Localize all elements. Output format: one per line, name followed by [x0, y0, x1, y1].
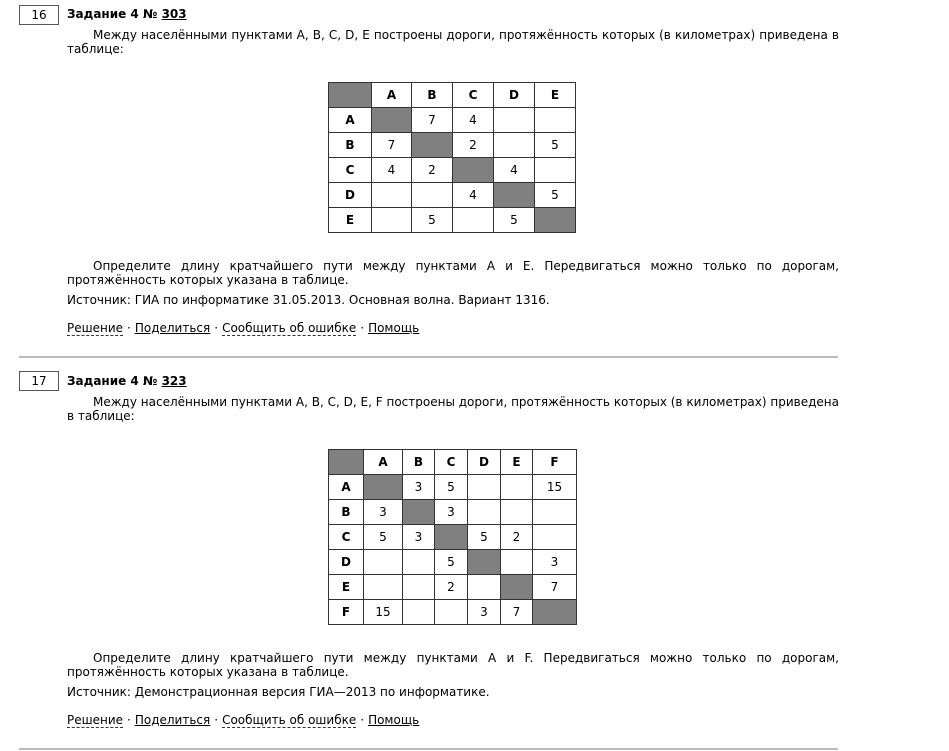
row-header: E — [329, 575, 364, 600]
task-intro: Между населёнными пунктами A, B, C, D, E построены дороги, протяжённость которых (в километрах) приведена в таблице: — [67, 28, 839, 56]
diagonal-cell — [435, 525, 468, 550]
share-link[interactable]: Поделиться — [134, 713, 211, 727]
col-header: C — [453, 83, 494, 108]
corner-cell — [329, 450, 364, 475]
table-cell — [533, 525, 577, 550]
task-question: Определите длину кратчайшего пути между пунктами A и E. Передвигаться можно только по дорогам, протяжённость которых указана в таблице. — [67, 259, 839, 287]
col-header: E — [501, 450, 533, 475]
col-header: F — [533, 450, 577, 475]
problem-number: 17 — [19, 371, 59, 391]
table-cell: 7 — [412, 108, 453, 133]
link-separator: · — [127, 321, 131, 335]
table-cell — [535, 108, 576, 133]
problem-divider — [19, 356, 838, 358]
table-cell — [494, 133, 535, 158]
diagonal-cell — [372, 108, 412, 133]
solution-link[interactable]: Решение — [67, 321, 124, 335]
table-cell: 5 — [468, 525, 501, 550]
table-cell — [403, 600, 435, 625]
table-cell: 2 — [435, 575, 468, 600]
table-cell — [501, 475, 533, 500]
table-cell — [403, 575, 435, 600]
diagonal-cell — [501, 575, 533, 600]
link-separator: · — [127, 713, 131, 727]
diagonal-cell — [494, 183, 535, 208]
share-link[interactable]: Поделиться — [134, 321, 211, 335]
diagonal-cell — [412, 133, 453, 158]
table-cell — [372, 183, 412, 208]
task-intro: Между населёнными пунктами A, B, C, D, E, F построены дороги, протяжённость которых (в километрах) приведена в таблице: — [67, 395, 839, 423]
diagonal-cell — [468, 550, 501, 575]
table-cell — [364, 575, 403, 600]
table-cell: 2 — [453, 133, 494, 158]
table-row — [329, 525, 577, 550]
table-cell — [435, 600, 468, 625]
table-row — [329, 208, 576, 233]
table-cell: 5 — [412, 208, 453, 233]
table-cell: 2 — [501, 525, 533, 550]
table-cell: 4 — [453, 183, 494, 208]
table-cell: 4 — [494, 158, 535, 183]
table-cell: 4 — [453, 108, 494, 133]
problem-divider — [19, 748, 838, 750]
table-cell — [494, 108, 535, 133]
table-row — [329, 500, 577, 525]
table-cell: 3 — [403, 525, 435, 550]
table-cell: 5 — [435, 475, 468, 500]
row-header: A — [329, 475, 364, 500]
help-link[interactable]: Помощь — [368, 713, 420, 727]
table-cell: 7 — [372, 133, 412, 158]
task-source: Источник: ГИА по информатике 31.05.2013. Основная волна. Вариант 1316. — [67, 293, 550, 307]
diagonal-cell — [453, 158, 494, 183]
diagonal-cell — [403, 500, 435, 525]
col-header: A — [364, 450, 403, 475]
table-cell — [501, 500, 533, 525]
row-header: C — [329, 525, 364, 550]
table-cell: 7 — [501, 600, 533, 625]
table-cell: 3 — [435, 500, 468, 525]
link-separator: · — [360, 321, 365, 335]
row-header: C — [329, 158, 372, 183]
table-cell: 15 — [533, 475, 577, 500]
task-question: Определите длину кратчайшего пути между пунктами A и F. Передвигаться можно только по дорогам, протяжённость которых указана в таблице. — [67, 651, 839, 679]
task-source: Источник: Демонстрационная версия ГИА—2013 по информатике. — [67, 685, 490, 699]
table-header-row — [329, 450, 577, 475]
task-heading — [67, 373, 187, 389]
report-error-link[interactable]: Сообщить об ошибке — [222, 713, 357, 727]
col-header: E — [535, 83, 576, 108]
table-row — [329, 133, 576, 158]
distance-table — [328, 82, 576, 233]
corner-cell — [329, 83, 372, 108]
table-cell: 4 — [372, 158, 412, 183]
table-cell — [533, 500, 577, 525]
link-separator: · — [214, 713, 219, 727]
table-cell: 5 — [364, 525, 403, 550]
row-header: A — [329, 108, 372, 133]
row-header: D — [329, 550, 364, 575]
table-cell — [468, 575, 501, 600]
table-row — [329, 575, 577, 600]
table-row — [329, 183, 576, 208]
table-row — [329, 600, 577, 625]
task-links — [67, 320, 419, 336]
table-cell: 7 — [533, 575, 577, 600]
col-header: B — [412, 83, 453, 108]
col-header: B — [403, 450, 435, 475]
help-link[interactable]: Помощь — [368, 321, 420, 335]
diagonal-cell — [533, 600, 577, 625]
task-prefix: Задание 4 № — [67, 7, 162, 21]
distance-table — [328, 449, 577, 625]
report-error-link[interactable]: Сообщить об ошибке — [222, 321, 357, 335]
diagonal-cell — [535, 208, 576, 233]
col-header: D — [468, 450, 501, 475]
row-header: D — [329, 183, 372, 208]
table-row — [329, 550, 577, 575]
solution-link[interactable]: Решение — [67, 713, 124, 727]
table-row — [329, 108, 576, 133]
table-cell: 5 — [494, 208, 535, 233]
table-cell — [412, 183, 453, 208]
col-header: D — [494, 83, 535, 108]
task-id-link[interactable]: 303 — [161, 7, 187, 21]
row-header: B — [329, 133, 372, 158]
link-separator: · — [214, 321, 219, 335]
table-cell: 3 — [403, 475, 435, 500]
table-cell: 3 — [468, 600, 501, 625]
table-cell — [364, 550, 403, 575]
table-cell: 5 — [535, 183, 576, 208]
table-header-row — [329, 83, 576, 108]
task-heading — [67, 6, 187, 22]
table-cell — [501, 550, 533, 575]
table-cell: 15 — [364, 600, 403, 625]
row-header: E — [329, 208, 372, 233]
link-separator: · — [360, 713, 365, 727]
table-cell: 3 — [364, 500, 403, 525]
table-row — [329, 158, 576, 183]
table-cell: 5 — [435, 550, 468, 575]
col-header: C — [435, 450, 468, 475]
task-prefix: Задание 4 № — [67, 374, 162, 388]
table-cell — [372, 208, 412, 233]
row-header: B — [329, 500, 364, 525]
table-cell: 3 — [533, 550, 577, 575]
table-cell — [468, 500, 501, 525]
task-id-link[interactable]: 323 — [161, 374, 187, 388]
table-cell: 2 — [412, 158, 453, 183]
diagonal-cell — [364, 475, 403, 500]
table-cell — [403, 550, 435, 575]
table-cell — [453, 208, 494, 233]
row-header: F — [329, 600, 364, 625]
task-links — [67, 712, 419, 728]
col-header: A — [372, 83, 412, 108]
table-cell — [468, 475, 501, 500]
table-row — [329, 475, 577, 500]
table-cell: 5 — [535, 133, 576, 158]
table-cell — [535, 158, 576, 183]
problem-number: 16 — [19, 5, 59, 25]
